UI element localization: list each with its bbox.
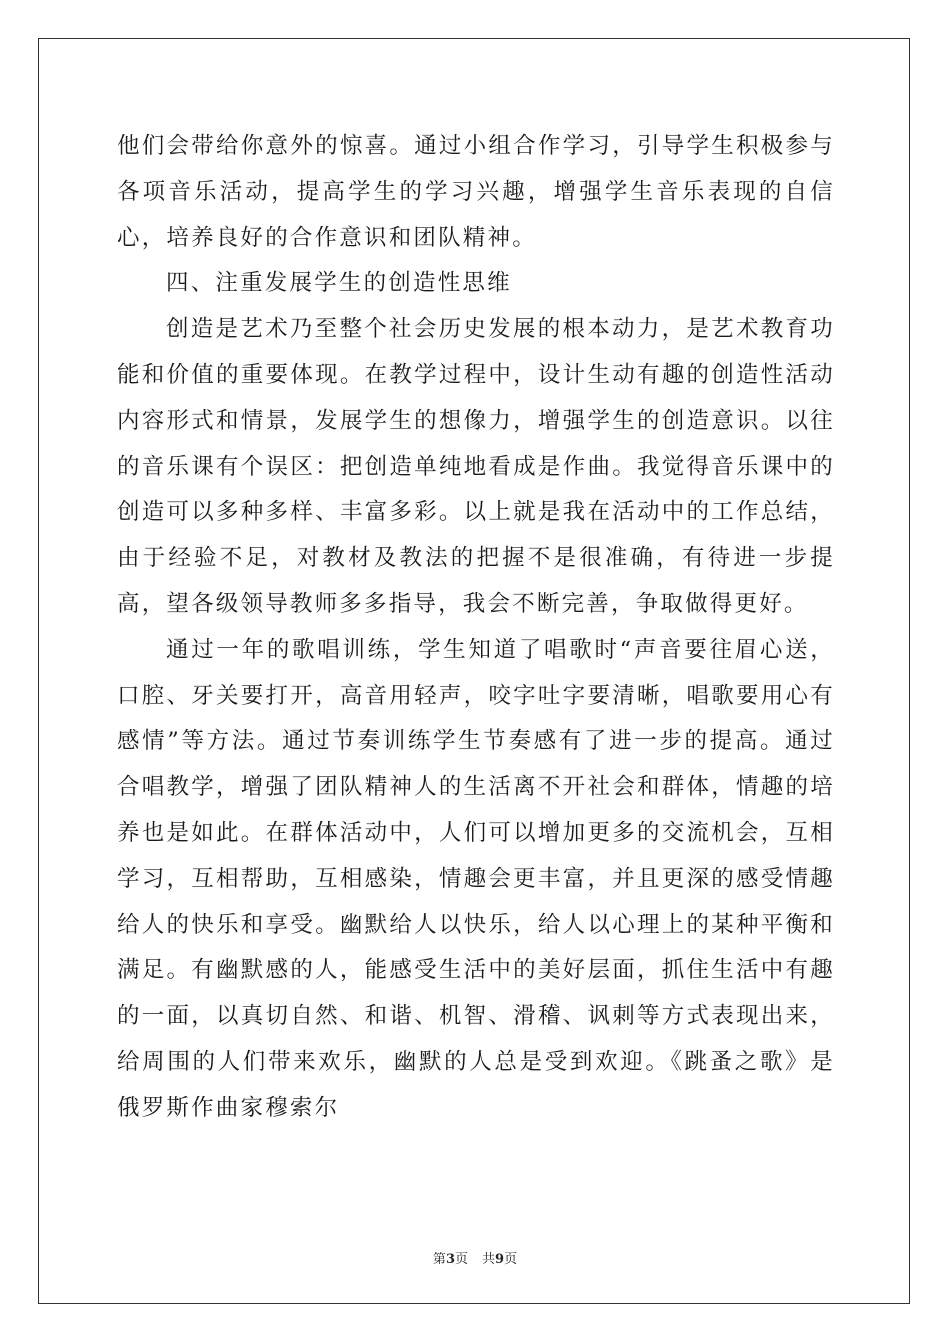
page-footer [0, 1248, 950, 1267]
page-current: 3 [445, 1252, 455, 1267]
total-unit: 页 [504, 1252, 518, 1267]
paragraph-1: 他们会带给你意外的惊喜。通过小组合作学习，引导学生积极参与各项音乐活动，提高学生的学习兴趣，增强学生音乐表现的自信心，培养良好的合作意识和团队精神。 [117, 133, 835, 251]
total-prefix: 共 [482, 1252, 496, 1267]
paragraph-2: 创造是艺术乃至整个社会历史发展的根本动力，是艺术教育功能和价值的重要体现。在教学过程中，设计生动有趣的创造性活动内容形式和情景，发展学生的想像力，增强学生的创造意识。以往的音乐课有个误区：把创造单纯地看成是作曲。我觉得音乐课中的创造可以多种多样、丰富多彩。以上就是我在活动中的工作总结，由于经验不足，对教材及教法的把握不是很准确，有待进一步提高，望各级领导教师多多指导，我会不断完善，争取做得更好。 [117, 316, 835, 617]
page-prefix: 第 [432, 1252, 446, 1267]
page-total: 9 [495, 1252, 505, 1267]
paragraph-3: 通过一年的歌唱训练，学生知道了唱歌时“声音要往眉心送，口腔、牙关要打开，高音用轻声，咬字吐字要清晰，唱歌要用心有感情”等方法。通过节奏训练学生节奏感有了进一步的提高。通过合唱教学，增强了团队精神人的生活离不开社会和群体，情趣的培养也是如此。在群体活动中，人们可以增加更多的交流机会，互相学习，互相帮助，互相感染，情趣会更丰富，并且更深的感受情趣给人的快乐和享受。幽默给人以快乐，给人以心理上的某种平衡和满足。有幽默感的人，能感受生活中的美好层面，抓住生活中有趣的一面，以真切自然、和谐、机智、滑稽、讽刺等方式表现出来，给周围的人们带来欢乐，幽默的人总是受到欢迎。《跳蚤之歌》是俄罗斯作曲家穆索尔 [117, 636, 835, 1121]
page-unit: 页 [454, 1252, 468, 1267]
document-body [117, 124, 835, 1132]
section-heading: 四、注重发展学生的创造性思维 [166, 270, 512, 297]
